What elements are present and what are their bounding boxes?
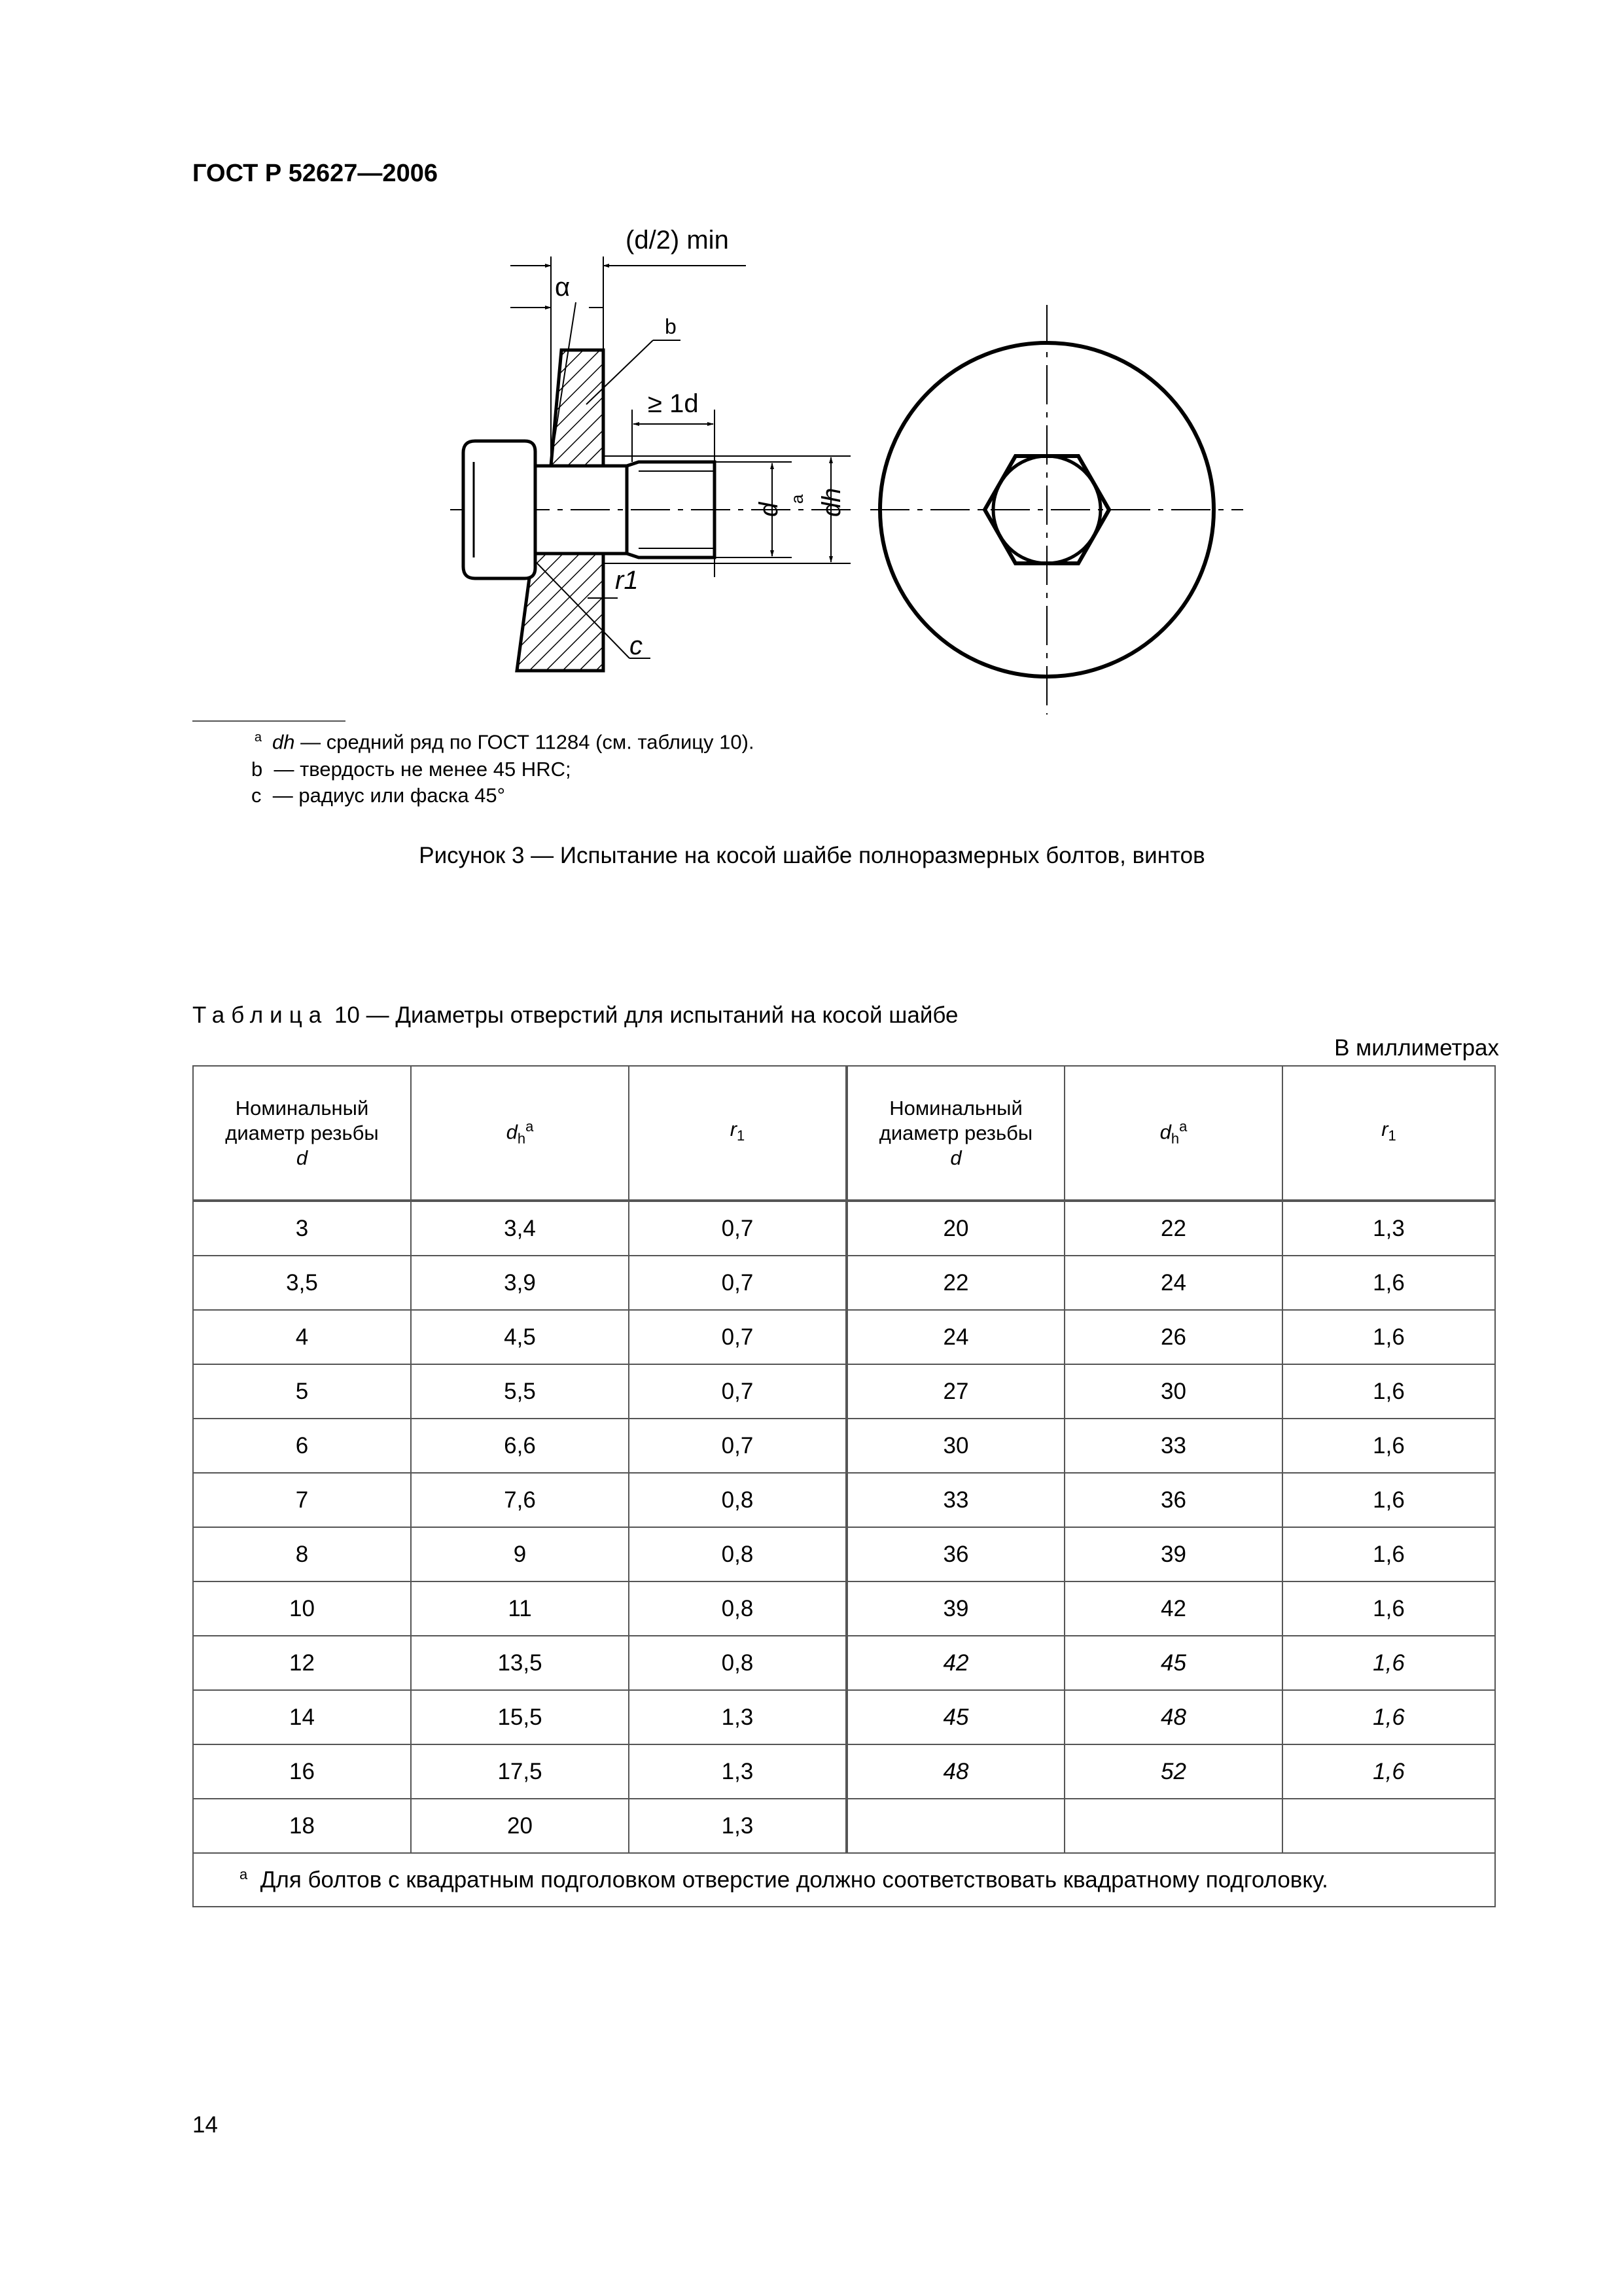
table-cell: 26 <box>1065 1310 1282 1364</box>
table-cell: 11 <box>411 1581 629 1636</box>
table-cell: 8 <box>193 1527 411 1581</box>
table-row <box>193 1636 1495 1690</box>
table-cell: 33 <box>847 1473 1065 1527</box>
table-cell: 14 <box>193 1690 411 1744</box>
table-cell: 24 <box>1065 1256 1282 1310</box>
table-cell: 5,5 <box>411 1364 629 1419</box>
table-cell: 22 <box>847 1256 1065 1310</box>
table-cell: 1,6 <box>1282 1636 1495 1690</box>
table-row <box>193 1581 1495 1636</box>
table-cell: 4 <box>193 1310 411 1364</box>
table-cell: 45 <box>1065 1636 1282 1690</box>
table-cell: 1,6 <box>1282 1690 1495 1744</box>
table-cell: 20 <box>411 1799 629 1853</box>
r1-label: r1 <box>615 566 639 595</box>
table-cell: 30 <box>1065 1364 1282 1419</box>
table-cell: 24 <box>847 1310 1065 1364</box>
table-title-text: 10 — Диаметры отверстий для испытаний на косой шайбе <box>334 1002 959 1028</box>
table-note: $^a$ Для болтов с квадратным подголовком отверстие должно соответствовать квадратному подголовку. <box>193 1853 1495 1907</box>
table-cell: 6 <box>193 1419 411 1473</box>
table-cell: 0,8 <box>629 1581 847 1636</box>
min-length-label: ≥ 1d <box>648 389 699 418</box>
dh-label: dh <box>817 487 846 517</box>
table-cell: 48 <box>1065 1690 1282 1744</box>
table-cell: 0,7 <box>629 1201 847 1256</box>
table-cell: 22 <box>1065 1201 1282 1256</box>
table-cell: 7,6 <box>411 1473 629 1527</box>
table-cell: 36 <box>1065 1473 1282 1527</box>
table-cell: 33 <box>1065 1419 1282 1473</box>
table-header-row <box>193 1066 1495 1201</box>
table-cell: 1,3 <box>629 1799 847 1853</box>
table-cell: 0,8 <box>629 1473 847 1527</box>
c-label: c <box>629 631 643 660</box>
table-cell: 48 <box>847 1744 1065 1799</box>
table-cell <box>847 1799 1065 1853</box>
table-cell: 1,6 <box>1282 1581 1495 1636</box>
table-cell: 17,5 <box>411 1744 629 1799</box>
table-cell: 13,5 <box>411 1636 629 1690</box>
table-cell: 39 <box>847 1581 1065 1636</box>
table-row <box>193 1473 1495 1527</box>
hardness-note-marker: b <box>665 315 677 338</box>
table-cell: 1,3 <box>629 1690 847 1744</box>
table-cell: 1,3 <box>629 1744 847 1799</box>
table-title <box>192 1002 959 1029</box>
header-dh: $d_h^a$ <box>411 1066 629 1201</box>
table-row <box>193 1744 1495 1799</box>
table-cell: 12 <box>193 1636 411 1690</box>
table-cell: 0,7 <box>629 1310 847 1364</box>
footnote-separator <box>192 720 345 722</box>
table-note-row <box>193 1853 1495 1907</box>
table-cell: 42 <box>847 1636 1065 1690</box>
table-row <box>193 1419 1495 1473</box>
table-cell: 52 <box>1065 1744 1282 1799</box>
header-r1: $r_1$ <box>629 1066 847 1201</box>
table-cell: 36 <box>847 1527 1065 1581</box>
table-label: Таблица <box>192 1002 328 1028</box>
table-cell: 42 <box>1065 1581 1282 1636</box>
page-number: 14 <box>192 2112 218 2138</box>
header-dh: $d_h^a$ <box>1065 1066 1282 1201</box>
table-cell: 1,6 <box>1282 1744 1495 1799</box>
table-cell: 18 <box>193 1799 411 1853</box>
table-row <box>193 1364 1495 1419</box>
table-cell: 6,6 <box>411 1419 629 1473</box>
table-units: В миллиметрах <box>1334 1035 1499 1061</box>
table-cell: 9 <box>411 1527 629 1581</box>
table-row <box>193 1310 1495 1364</box>
table-cell: 10 <box>193 1581 411 1636</box>
table-cell: 27 <box>847 1364 1065 1419</box>
header-nominal-diameter: Номинальный диаметр резьбы d <box>847 1066 1065 1201</box>
footnote-c: c — радиус или фаска 45° <box>251 784 506 807</box>
table-cell: 1,3 <box>1282 1201 1495 1256</box>
table-cell: 3 <box>193 1201 411 1256</box>
header-r1: $r_1$ <box>1282 1066 1495 1201</box>
table-cell: 1,6 <box>1282 1419 1495 1473</box>
table-cell: 39 <box>1065 1527 1282 1581</box>
table-cell: 0,7 <box>629 1364 847 1419</box>
table-cell <box>1065 1799 1282 1853</box>
table-row <box>193 1690 1495 1744</box>
table-cell: 0,8 <box>629 1636 847 1690</box>
table-row <box>193 1201 1495 1256</box>
document-header: ГОСТ Р 52627—2006 <box>192 160 438 187</box>
table-cell: 3,5 <box>193 1256 411 1310</box>
table-cell: 0,7 <box>629 1256 847 1310</box>
table-cell: 0,8 <box>629 1527 847 1581</box>
alpha-label: α <box>555 273 571 302</box>
footnote-a: $^a$ dh — средний ряд по ГОСТ 11284 (см. таблицу 10). <box>254 730 754 754</box>
table-cell: 1,6 <box>1282 1256 1495 1310</box>
d-label: d <box>754 502 783 517</box>
table-cell <box>1282 1799 1495 1853</box>
table-row <box>193 1527 1495 1581</box>
dh-footnote-marker: a <box>787 494 807 504</box>
table-cell: 45 <box>847 1690 1065 1744</box>
table-cell: 1,6 <box>1282 1473 1495 1527</box>
min-dimension-label: (d/2) min <box>626 226 729 255</box>
table-cell: 1,6 <box>1282 1527 1495 1581</box>
table-cell: 3,9 <box>411 1256 629 1310</box>
table-cell: 15,5 <box>411 1690 629 1744</box>
table-cell: 20 <box>847 1201 1065 1256</box>
table-cell: 30 <box>847 1419 1065 1473</box>
figure-3-drawing <box>0 0 1624 720</box>
figure-caption: Рисунок 3 — Испытание на косой шайбе полноразмерных болтов, винтов <box>419 843 1205 868</box>
table-cell: 16 <box>193 1744 411 1799</box>
table-cell: 3,4 <box>411 1201 629 1256</box>
table-row <box>193 1256 1495 1310</box>
table-cell: 0,7 <box>629 1419 847 1473</box>
header-nominal-diameter: Номинальный диаметр резьбы d <box>193 1066 411 1201</box>
table-cell: 7 <box>193 1473 411 1527</box>
holes-table <box>192 1065 1496 1907</box>
footnote-b: b — твердость не менее 45 HRC; <box>251 758 571 781</box>
table-cell: 5 <box>193 1364 411 1419</box>
table-cell: 4,5 <box>411 1310 629 1364</box>
table-row <box>193 1799 1495 1853</box>
table-cell: 1,6 <box>1282 1310 1495 1364</box>
table-cell: 1,6 <box>1282 1364 1495 1419</box>
